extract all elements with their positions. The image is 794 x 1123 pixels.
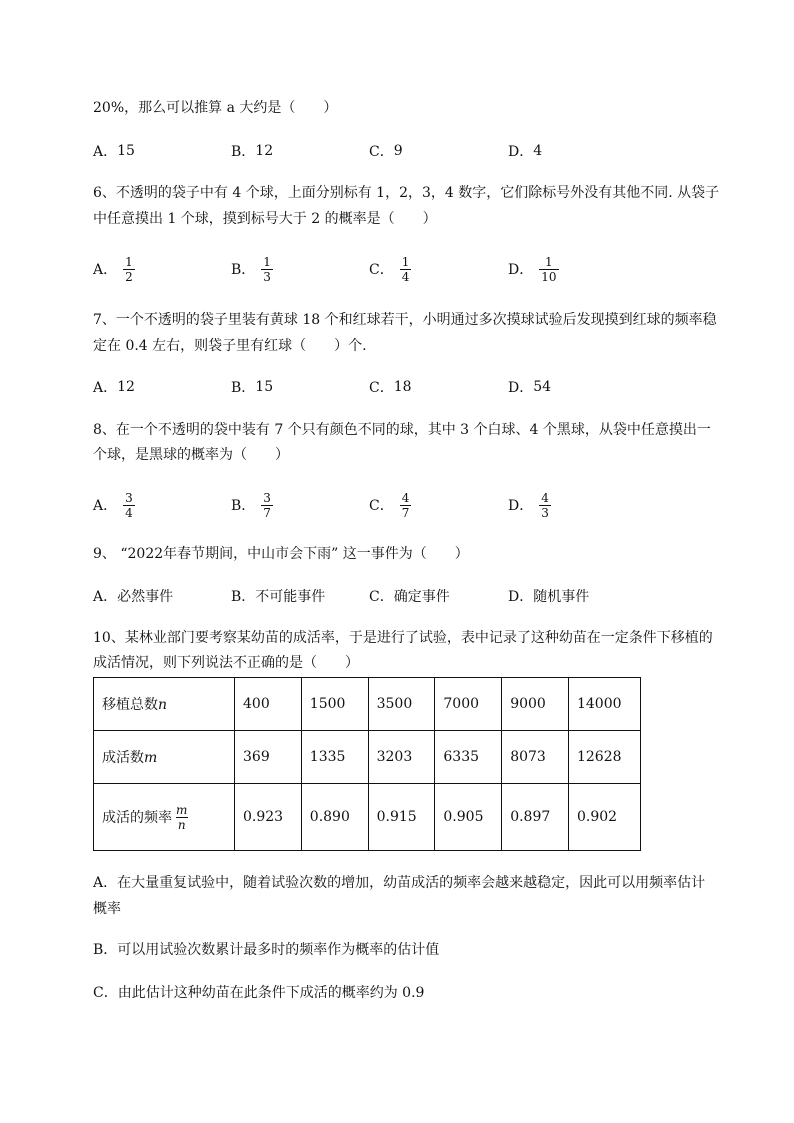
q6-option-b[interactable]: [231, 249, 273, 289]
table-cell: 0.890: [301, 784, 368, 851]
q7-option-b[interactable]: [231, 377, 273, 397]
option-label: D．: [508, 589, 534, 605]
option-label: B．: [231, 589, 256, 605]
table-row: [94, 784, 641, 851]
option-label: C．: [369, 498, 394, 514]
q5-option-a[interactable]: [93, 141, 135, 161]
option-text: 9: [393, 143, 403, 159]
option-label: A．: [93, 262, 118, 278]
table-cell: 400: [235, 678, 302, 731]
q10-option-a-line1[interactable]: A．在大量重复试验中，随着试验次数的增加，幼苗成活的频率会越来越稳定，因此可以用频率估计: [93, 875, 706, 891]
option-label: B．: [231, 262, 256, 278]
q6-option-c[interactable]: [369, 249, 411, 289]
table-row: [94, 731, 641, 784]
transplant-data-table: [93, 677, 641, 851]
q6-option-d[interactable]: [508, 249, 559, 289]
table-cell: 7000: [435, 678, 502, 731]
q10-line2: 成活情况，则下列说法不正确的是（ ）: [93, 655, 359, 671]
q9-option-a[interactable]: [93, 586, 173, 606]
q5-tail-text: 20%，那么可以推算 a 大约是（ ）: [93, 100, 338, 116]
fraction: [261, 491, 273, 520]
table-cell: 6335: [435, 731, 502, 784]
q10-option-b[interactable]: B．可以用试验次数累计最多时的频率作为概率的估计值: [93, 942, 440, 958]
table-cell: 1500: [301, 678, 368, 731]
numerator: 4: [541, 490, 549, 505]
option-text: 确定事件: [393, 589, 450, 605]
numerator: 3: [263, 490, 271, 505]
table-cell: 1335: [301, 731, 368, 784]
numerator: 1: [125, 254, 133, 269]
option-label: C．: [369, 262, 394, 278]
option-text: 54: [533, 379, 552, 395]
variable-symbol: m: [144, 750, 158, 766]
table-cell: 14000: [568, 678, 640, 731]
q9-option-b[interactable]: [231, 586, 325, 606]
table-row-header: [94, 731, 235, 784]
row-header-text: 移植总数: [102, 697, 158, 713]
q7-option-d[interactable]: [508, 377, 551, 397]
q6-line2: 中任意摸出 1 个球，摸到标号大于 2 的概率是（ ）: [93, 211, 437, 227]
option-label: A．: [93, 144, 118, 160]
option-text: 必然事件: [117, 589, 174, 605]
q7-options: [93, 377, 733, 397]
q9-option-c[interactable]: [369, 586, 450, 606]
denominator: 7: [263, 505, 271, 520]
denominator: 7: [401, 505, 410, 520]
denominator: 3: [263, 269, 271, 284]
option-label: A．: [93, 498, 118, 514]
table-row-header: [94, 678, 235, 731]
variable-symbol: n: [158, 697, 168, 713]
option-text: 15: [255, 379, 274, 395]
option-text: 不可能事件: [255, 589, 326, 605]
numerator: 4: [401, 490, 410, 505]
q6-line1: 6、不透明的袋子中有 4 个球，上面分别标有 1，2，3，4 数字，它们除标号外没有其他不同. 从袋子: [93, 185, 720, 201]
numerator: m: [176, 802, 188, 817]
table-cell: 369: [235, 731, 302, 784]
fraction: [400, 491, 412, 520]
q9-options: [93, 586, 733, 606]
q8-option-d[interactable]: [508, 485, 551, 525]
fraction: [261, 255, 273, 284]
q10-line1: 10、某林业部门要考察某幼苗的成活率，于是进行了试验，表中记录了这种幼苗在一定条件下移植的: [93, 630, 713, 646]
option-label: C．: [369, 589, 394, 605]
option-label: B．: [231, 498, 256, 514]
table-cell: 0.923: [235, 784, 302, 851]
q6-options: [93, 249, 733, 289]
option-label: D．: [508, 262, 534, 278]
denominator: 10: [541, 269, 557, 284]
q8-option-c[interactable]: [369, 485, 411, 525]
numerator: 1: [263, 254, 271, 269]
option-label: A．: [93, 380, 118, 396]
q7-option-c[interactable]: [369, 377, 412, 397]
option-text: 12: [255, 143, 274, 159]
q10-option-c[interactable]: C．由此估计这种幼苗在此条件下成活的概率约为 0.9: [93, 985, 425, 1001]
q9-line1: 9、 “2022年春节期间，中山市会下雨” 这一事件为（ ）: [93, 546, 469, 562]
q9-option-d[interactable]: [508, 586, 589, 606]
option-label: A．: [93, 589, 118, 605]
option-label: C．: [369, 380, 394, 396]
option-label: C．: [369, 144, 394, 160]
option-text: 18: [393, 379, 412, 395]
denominator: n: [177, 817, 186, 832]
fraction: [123, 255, 135, 284]
numerator: 1: [401, 254, 410, 269]
table-cell: 12628: [568, 731, 640, 784]
q10-option-a-line2: 概率: [93, 901, 121, 917]
row-header-text: 成活数: [102, 750, 144, 766]
table-cell: 0.897: [502, 784, 569, 851]
fraction: [174, 803, 189, 832]
q5-option-b[interactable]: [231, 141, 273, 161]
option-text: 15: [117, 143, 135, 159]
option-label: B．: [231, 380, 256, 396]
table-cell: 3500: [368, 678, 435, 731]
table-row-header: [94, 784, 235, 851]
numerator: 1: [545, 254, 553, 269]
option-label: D．: [508, 380, 534, 396]
fraction: [539, 491, 551, 520]
q7-line2: 定在 0.4 左右，则袋子里有红球（ ）个.: [93, 338, 367, 354]
option-text: 4: [533, 143, 543, 159]
table-cell: 0.915: [368, 784, 435, 851]
row-header-text: 成活的频率: [102, 810, 172, 826]
fraction: [400, 255, 412, 284]
q8-options: [93, 485, 733, 525]
option-label: D．: [508, 498, 534, 514]
q6-option-a[interactable]: [93, 249, 135, 289]
q5-option-d[interactable]: [508, 141, 542, 161]
denominator: 4: [401, 269, 410, 284]
table-cell: 0.902: [568, 784, 640, 851]
denominator: 4: [125, 505, 133, 520]
q8-option-a[interactable]: [93, 485, 135, 525]
table-cell: 3203: [368, 731, 435, 784]
q8-line2: 个球，是黑球的概率为（ ）: [93, 447, 289, 463]
fraction: [123, 491, 135, 520]
table-cell: 8073: [502, 731, 569, 784]
fraction: [539, 255, 558, 284]
q8-option-b[interactable]: [231, 485, 273, 525]
table-cell: 0.905: [435, 784, 502, 851]
option-label: B．: [231, 144, 256, 160]
numerator: 3: [125, 490, 133, 505]
table-row: [94, 678, 641, 731]
denominator: 3: [541, 505, 549, 520]
denominator: 2: [125, 269, 133, 284]
q7-option-a[interactable]: [93, 377, 135, 397]
table-cell: 9000: [502, 678, 569, 731]
option-text: 随机事件: [533, 589, 590, 605]
option-text: 12: [117, 379, 135, 395]
q7-line1: 7、一个不透明的袋子里装有黄球 18 个和红球若干，小明通过多次摸球试验后发现摸到红球的频率稳: [93, 312, 717, 328]
q5-options: [93, 141, 733, 161]
q8-line1: 8、在一个不透明的袋中装有 7 个只有颜色不同的球，其中 3 个白球、4 个黑球，从袋中任意摸出一: [93, 422, 711, 438]
option-label: D．: [508, 144, 534, 160]
q5-option-c[interactable]: [369, 141, 403, 161]
